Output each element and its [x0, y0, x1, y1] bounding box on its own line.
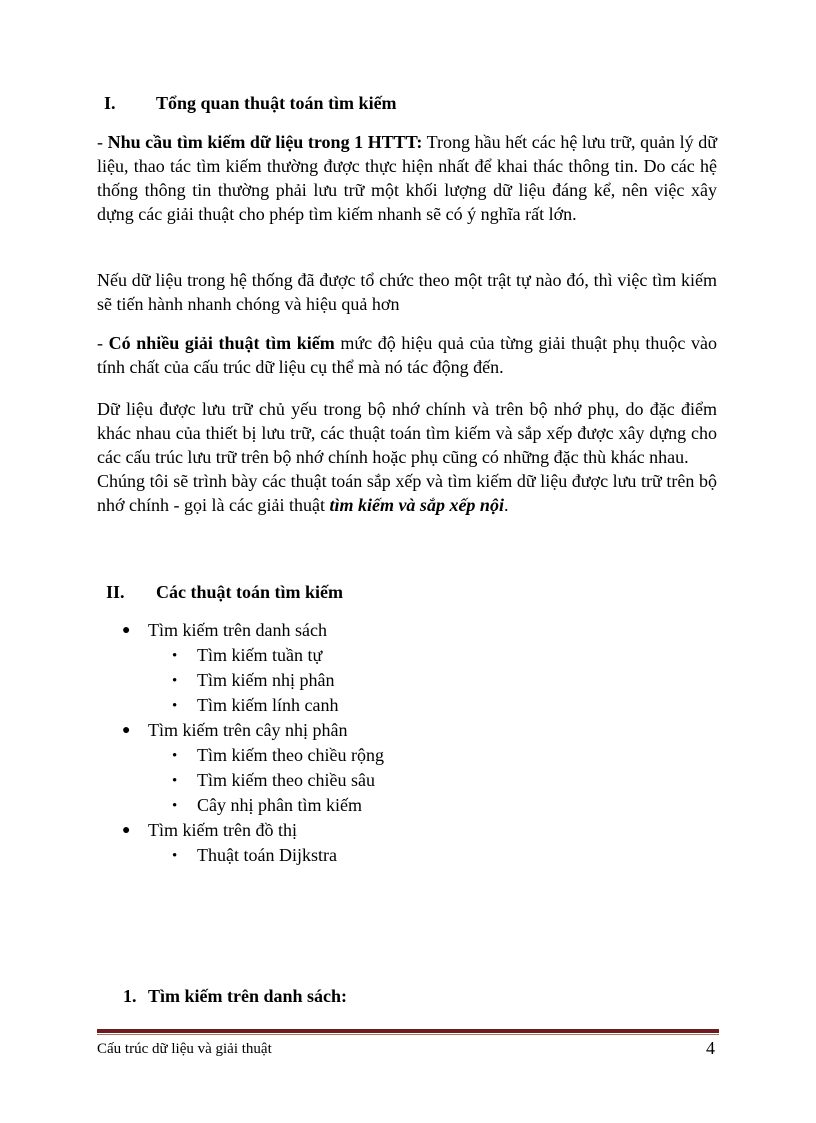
- para-end: .: [503, 495, 509, 515]
- list-subitem: [172, 670, 335, 691]
- para-dash: -: [97, 333, 109, 353]
- bullet-icon: •: [172, 773, 178, 789]
- paragraph-memory-storage: [97, 397, 717, 517]
- page-number: 4: [706, 1038, 715, 1058]
- list-subitem-label: Tìm kiếm tuần tự: [197, 645, 323, 665]
- section-heading-1: [104, 93, 397, 114]
- list-item-graph: [122, 820, 297, 841]
- bullet-icon: •: [172, 798, 178, 814]
- list-item-lists: [122, 620, 327, 641]
- subsection-heading-1: [123, 986, 347, 1007]
- list-item-label: Tìm kiếm trên đồ thị: [148, 820, 297, 840]
- list-subitem: [172, 745, 384, 766]
- list-subitem: [172, 695, 339, 716]
- bullet-icon: •: [172, 748, 178, 764]
- list-subitem-label: Tìm kiếm lính canh: [197, 695, 339, 715]
- list-subitem-label: Tìm kiếm nhị phân: [197, 670, 335, 690]
- list-subitem: [172, 795, 362, 816]
- bullet-icon: •: [172, 648, 178, 664]
- para-bold-lead: Nhu cầu tìm kiếm dữ liệu trong 1 HTTT:: [107, 132, 423, 152]
- paragraph-search-need: [97, 130, 717, 226]
- list-subitem-label: Cây nhị phân tìm kiếm: [197, 795, 362, 815]
- para-emphasis: tìm kiếm và sắp xếp nội: [329, 495, 504, 515]
- footer-divider: [97, 1029, 719, 1033]
- list-item-binary-tree: [122, 720, 348, 741]
- section-title: Tổng quan thuật toán tìm kiếm: [156, 93, 397, 113]
- list-subitem: [172, 645, 323, 666]
- section-number: 1.: [123, 986, 137, 1006]
- bullet-icon: ●: [122, 623, 131, 638]
- list-subitem-label: Thuật toán Dijkstra: [197, 845, 337, 865]
- section-number: II.: [106, 582, 125, 602]
- para-bold-lead: Có nhiều giải thuật tìm kiếm: [108, 333, 335, 353]
- para-body: Dữ liệu được lưu trữ chủ yếu trong bộ nhớ chính và trên bộ nhớ phụ, do đặc điểm khác nhau của thiết bị lưu trữ, các thuật toán tìm kiếm và sắp xếp được xây dựng cho các cấu trúc lưu trữ trên bộ nhớ chính hoặc phụ cũng có những đặc thù khác nhau.: [97, 399, 717, 467]
- list-item-label: Tìm kiếm trên cây nhị phân: [148, 720, 348, 740]
- list-subitem-label: Tìm kiếm theo chiều sâu: [197, 770, 375, 790]
- para-body: mức độ hiệu quả của từng giải thuật phụ thuộc vào tính chất của cấu trúc dữ liệu cụ thể mà nó tác động đến.: [97, 333, 717, 377]
- bullet-icon: ●: [122, 723, 131, 738]
- para-body: Trong hầu hết các hệ lưu trữ, quản lý dữ liệu, thao tác tìm kiếm thường được thực hiện nhất để khai thác thông tin. Do các hệ thống thông tin thường phải lưu trữ một khối lượng dữ liệu đáng kể, nên việc xây dựng các giải thuật cho phép tìm kiếm nhanh sẽ có ý nghĩa rất lớn.: [97, 132, 717, 224]
- bullet-icon: ●: [122, 823, 131, 838]
- bullet-icon: •: [172, 698, 178, 714]
- list-subitem-label: Tìm kiếm theo chiều rộng: [197, 745, 384, 765]
- bullet-icon: •: [172, 848, 178, 864]
- section-heading-2: [106, 582, 343, 603]
- list-subitem: [172, 845, 337, 866]
- para-body-2: Chúng tôi sẽ trình bày các thuật toán sắp xếp và tìm kiếm dữ liệu được lưu trữ trên bộ nhớ chính - gọi là các giải thuật: [97, 471, 717, 515]
- footer-title: Cấu trúc dữ liệu và giải thuật: [97, 1041, 272, 1057]
- section-title: Tìm kiếm trên danh sách:: [148, 986, 348, 1006]
- section-number: I.: [104, 93, 116, 113]
- paragraph-many-algorithms: [97, 331, 717, 379]
- list-subitem: [172, 770, 375, 791]
- paragraph-organized-data: [97, 268, 717, 316]
- footer-divider-thin: [97, 1034, 719, 1035]
- list-item-label: Tìm kiếm trên danh sách: [148, 620, 327, 640]
- bullet-icon: •: [172, 673, 178, 689]
- para-body: Nếu dữ liệu trong hệ thống đã được tổ chức theo một trật tự nào đó, thì việc tìm kiếm sẽ tiến hành nhanh chóng và hiệu quả hơn: [97, 270, 717, 314]
- para-dash: -: [97, 132, 108, 152]
- section-title: Các thuật toán tìm kiếm: [156, 582, 343, 602]
